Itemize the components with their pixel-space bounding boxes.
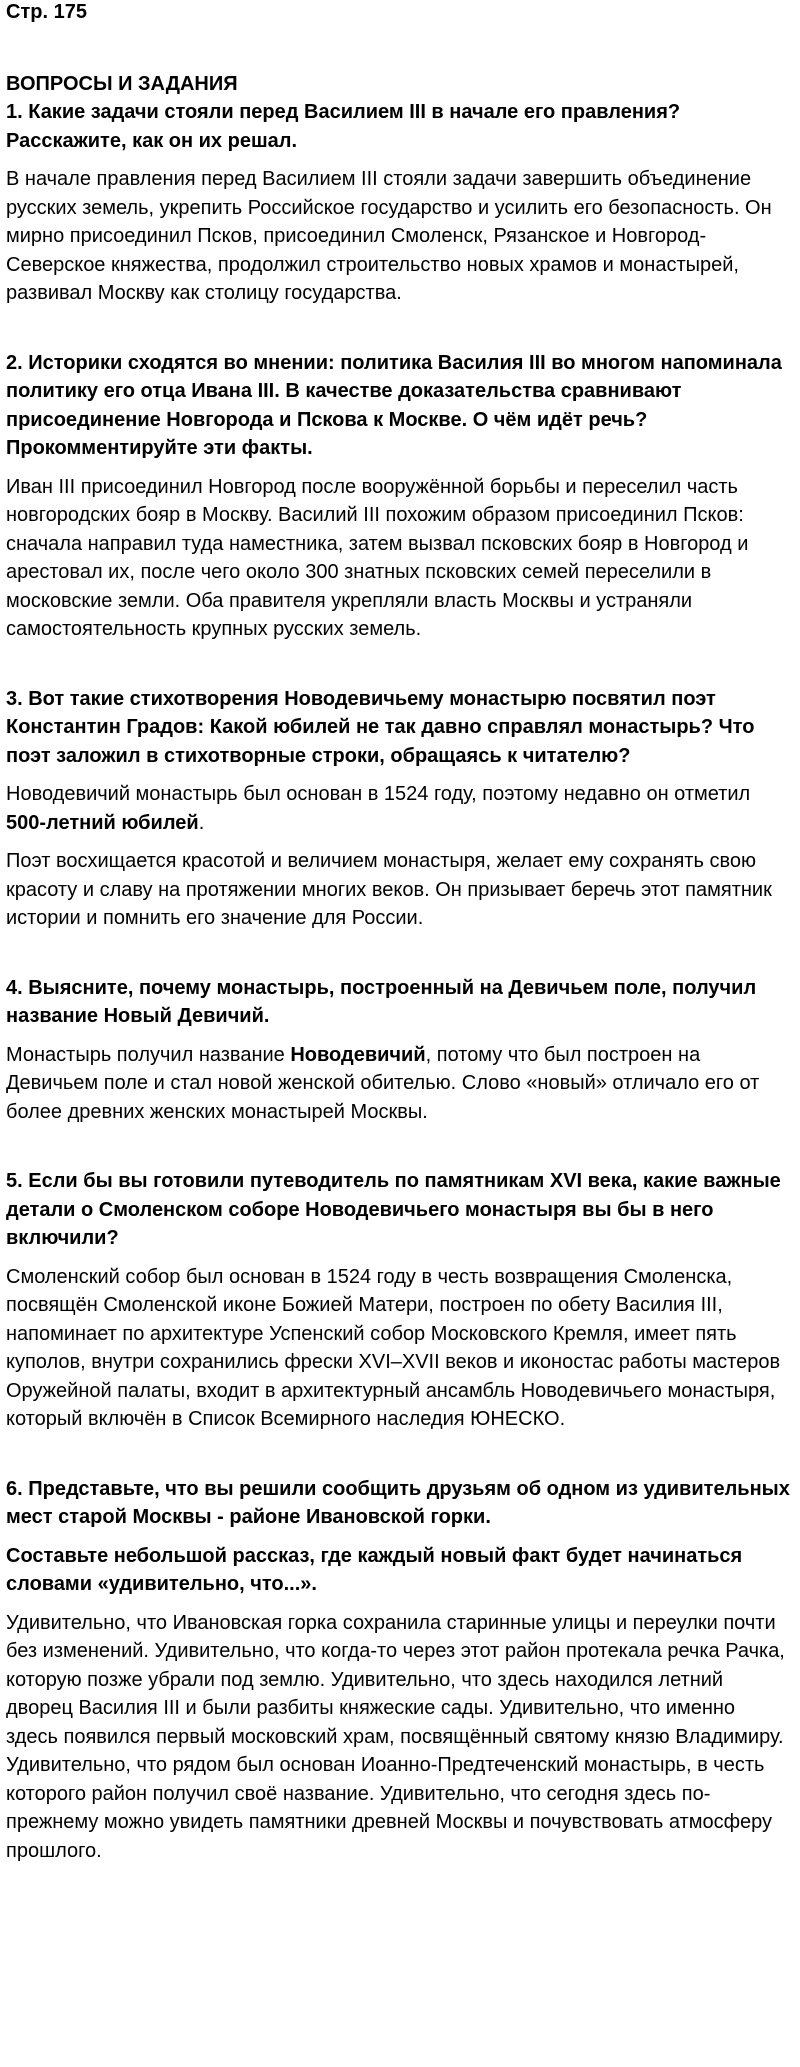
question-1: 1. Какие задачи стояли перед Василием III в начале его правления? Расскажите, как он их решал. — [6, 101, 681, 152]
question-block-5 — [6, 1167, 792, 1434]
answer-3-part-1 — [6, 780, 792, 837]
question-6-task: Составьте небольшой рассказ, где каждый новый факт будет начинаться словами «удивительно, что...». — [6, 1544, 743, 1595]
question-3: 3. Вот такие стихотворения Новодевичьему монастырю посвятил поэт Константин Градов: Какой юбилей не так давно справлял монастырь? Что поэт заложил в стихотворные строки, обращаясь к читателю? — [6, 687, 755, 767]
answer-1: В начале правления перед Василием III стояли задачи завершить объединение русских земель, укрепить Российское государство и усилить его безопасность. Он мирно присоединил Псков, присоединил Смоленск, Рязанское и Новгород-Северское княжества, продолжил строительство новых храмов и монастырей, развивал Москву как столицу государства. — [6, 168, 772, 304]
answer-5: Смоленский собор был основан в 1524 году в честь возвращения Смоленска, посвящён Смоленской иконе Божией Матери, построен по обету Василия III, напоминает по архитектуре Успенский собор Московского Кремля, имеет пять куполов, внутри сохранились фрески XVI–XVII веков и иконостас работы мастеров Оружейной палаты, входит в архитектурный ансамбль Новодевичьего монастыря, который включён в Список Всемирного наследия ЮНЕСКО. — [6, 1265, 781, 1430]
answer-6: Удивительно, что Ивановская горка сохранила старинные улицы и переулки почти без изменений. Удивительно, что когда-то через этот район протекала речка Рачка, которую позже убрали под землю. Удивительно, что здесь находился летний дворец Василия III и были разбиты княжеские сады. Удивительно, что именно здесь появился первый московский храм, посвящённый святому князю Владимиру. Удивительно, что рядом был основан Иоанно-Предтеченский монастырь, в честь которого район получил своё название. Удивительно, что сегодня здесь по-прежнему можно увидеть памятники древней Москвы и почувствовать атмосферу прошлого. — [6, 1611, 785, 1862]
answer-3-bold: 500-летний юбилей — [6, 811, 199, 834]
question-6: 6. Представьте, что вы решили сообщить друзьям об одном из удивительных мест старой Москвы - районе Ивановской горки. — [6, 1477, 790, 1528]
question-2: 2. Историки сходятся во мнении: политика Василия III во многом напоминала политику его отца Ивана III. В качестве доказательства сравнивают присоединение Новгорода и Пскова к Москве. О чём идёт речь? Прокомментируйте эти факты. — [6, 351, 782, 459]
question-block-1 — [6, 98, 792, 308]
answer-2: Иван III присоединил Новгород после вооружённой борьбы и переселил часть новгородских бояр в Москву. Василий III похожим образом присоединил Псков: сначала направил туда наместника, затем вызвал псковских бояр в Новгород и арестовал их, после чего около 300 знатных псковских семей переселили в московские земли. Оба правителя укрепляли власть Москвы и устраняли самостоятельность крупных русских земель. — [6, 475, 749, 640]
answer-4-text-before: Монастырь получил название — [6, 1043, 291, 1066]
answer-4 — [6, 1041, 792, 1127]
answer-3-text-after: . — [198, 811, 205, 834]
question-block-2 — [6, 349, 792, 644]
section-title: ВОПРОСЫ И ЗАДАНИЯ — [6, 73, 238, 95]
question-block-6 — [6, 1475, 792, 1866]
answer-3-part-2: Поэт восхищается красотой и величием монастыря, желает ему сохранять свою красоту и славу на протяжении многих веков. Он призывает беречь этот памятник истории и помнить его значение для России. — [6, 850, 772, 929]
question-block-3 — [6, 685, 792, 933]
page-number: Стр. 175 — [6, 1, 87, 23]
question-4: 4. Выясните, почему монастырь, построенный на Девичьем поле, получил название Новый Девичий. — [6, 976, 757, 1027]
question-5: 5. Если бы вы готовили путеводитель по памятникам XVI века, какие важные детали о Смоленском соборе Новодевичьего монастыря вы бы в него включили? — [6, 1170, 781, 1249]
answer-4-text-after: , потому что был построен на Девичьем поле и стал новой женской обителью. Слово «новый» отличало его от более древних женских монастырей Москвы. — [6, 1043, 760, 1123]
question-block-4 — [6, 974, 792, 1127]
answer-3-text-before: Новодевичий монастырь был основан в 1524 году, поэтому недавно он отметил — [6, 783, 751, 805]
answer-4-bold: Новодевичий — [290, 1043, 426, 1066]
